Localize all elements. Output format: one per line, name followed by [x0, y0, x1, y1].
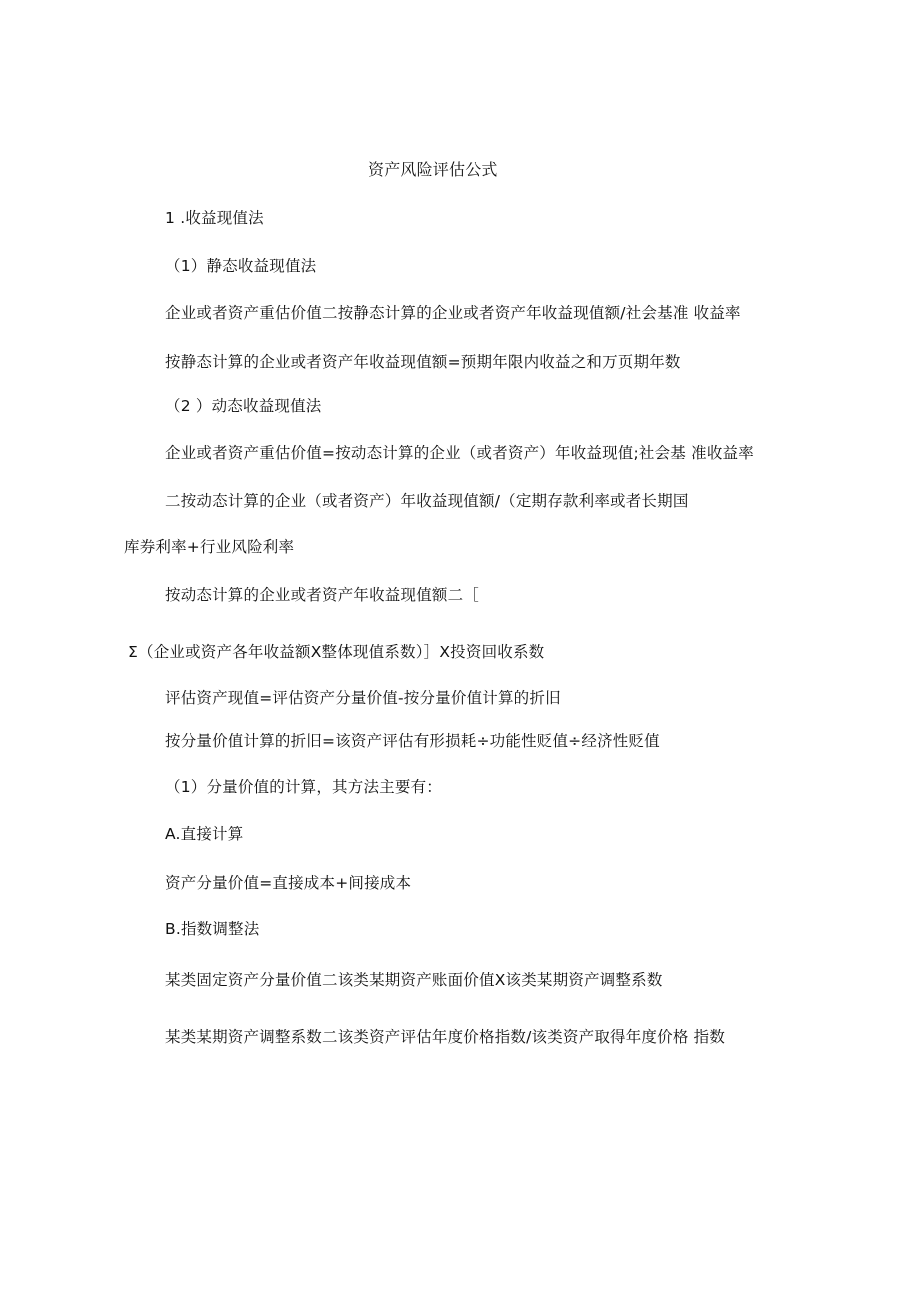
formula-static-revaluation: 企业或者资产重估价值二按静态计算的企业或者资产年收益现值额/社会基准 收益率: [165, 304, 741, 322]
formula-fixed-asset-value: 某类固定资产分量价值二该类某期资产账面价值X该类某期资产调整系数: [165, 971, 663, 989]
item-direct-calculation: A.直接计算: [165, 825, 244, 843]
formula-dynamic-annual-value-continued: 库券利率+行业风险利率: [124, 538, 295, 556]
subheading-static-method: （1）静态收益现值法: [165, 257, 317, 275]
document-title: 资产风险评估公式: [368, 160, 498, 179]
formula-depreciation: 按分量价值计算的折旧=该资产评估有形损耗÷功能性贬值÷经济性贬值: [165, 732, 660, 750]
subheading-dynamic-method: （2 ）动态收益现值法: [165, 397, 322, 415]
formula-dynamic-present-value: 按动态计算的企业或者资产年收益现值额二［: [165, 586, 480, 604]
item-index-adjustment: B.指数调整法: [165, 920, 260, 938]
formula-sum-expression: Σ（企业或资产各年收益额X整体现值系数）］X投资回收系数: [128, 643, 545, 661]
formula-dynamic-annual-value: 二按动态计算的企业（或者资产）年收益现值额/（定期存款利率或者长期国: [165, 492, 689, 510]
subheading-component-value: （1）分量价值的计算，其方法主要有：: [165, 778, 442, 796]
formula-assessed-present-value: 评估资产现值=评估资产分量价值-按分量价值计算的折旧: [165, 689, 561, 707]
formula-adjustment-coefficient: 某类某期资产调整系数二该类资产评估年度价格指数/该类资产取得年度价格 指数: [165, 1028, 726, 1046]
formula-dynamic-revaluation: 企业或者资产重估价值=按动态计算的企业（或者资产）年收益现值;社会基 准收益率: [165, 444, 754, 462]
formula-component-value: 资产分量价值=直接成本+间接成本: [165, 874, 412, 892]
heading-section-1: 1 .收益现值法: [165, 209, 264, 227]
formula-static-annual-value: 按静态计算的企业或者资产年收益现值额=预期年限内收益之和万页期年数: [165, 353, 681, 371]
